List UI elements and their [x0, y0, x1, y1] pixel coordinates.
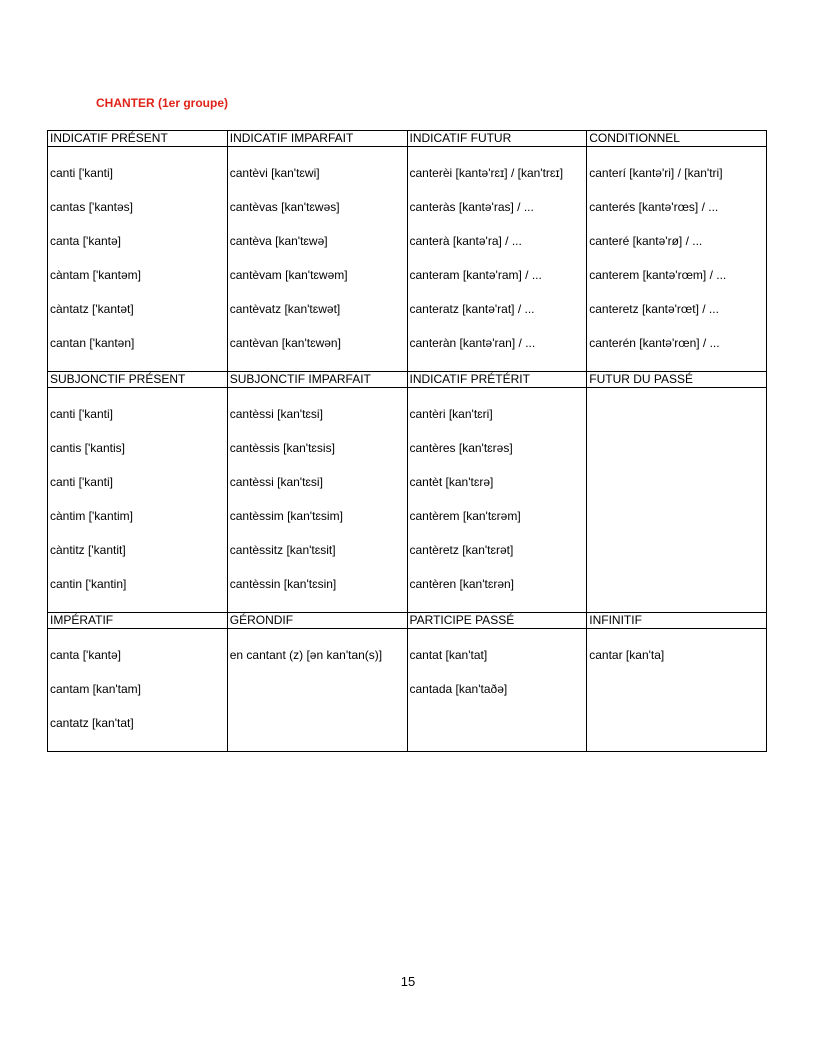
- conjugation-cell: [227, 388, 407, 613]
- tense-header: SUBJONCTIF PRÉSENT: [48, 372, 228, 388]
- tense-header: PARTICIPE PASSÉ: [407, 613, 587, 629]
- conjugation-form: canti ['kanti]: [50, 475, 113, 489]
- conjugation-cell: [227, 629, 407, 752]
- conjugation-cell: [48, 629, 228, 752]
- conjugation-form: canterí [kantə'ri] / [kan'tri]: [589, 166, 723, 180]
- conjugation-cell: [587, 388, 767, 613]
- conjugation-form: en cantant (z) [ən kan'tan(s)]: [229, 648, 383, 662]
- conjugation-form: canterés [kantə'rœs] / ...: [589, 200, 719, 214]
- conjugation-form: cantis ['kantis]: [50, 441, 125, 455]
- tense-header: INDICATIF FUTUR: [407, 131, 587, 147]
- conjugation-form: canta ['kantə]: [50, 234, 122, 248]
- tense-header: SUBJONCTIF IMPARFAIT: [227, 372, 407, 388]
- tense-header: INDICATIF PRÉTÉRIT: [407, 372, 587, 388]
- conjugation-form: cantèssitz [kan'tɛsit]: [229, 543, 336, 557]
- tense-header: GÉRONDIF: [227, 613, 407, 629]
- conjugation-cell: [587, 147, 767, 372]
- conjugation-form: cantèvan [kan'tɛwən]: [229, 336, 341, 350]
- conjugation-form: cantèva [kan'tɛwə]: [229, 234, 328, 248]
- conjugation-form: canteretz [kantə'rœt] / ...: [589, 302, 719, 316]
- conjugation-form: cantèssi [kan'tɛsi]: [229, 407, 323, 421]
- conjugation-form: cantam [kan'tam]: [50, 682, 141, 696]
- conjugation-form: canteré [kantə'rø] / ...: [589, 234, 703, 248]
- conjugation-form: càntam ['kantəm]: [50, 268, 141, 282]
- conjugation-form: cantèssis [kan'tɛsis]: [229, 441, 335, 455]
- conjugation-form: cantèvi [kan'tɛwi]: [229, 166, 320, 180]
- conjugation-form: cantèvas [kan'tɛwəs]: [229, 200, 340, 214]
- tense-header: INDICATIF IMPARFAIT: [227, 131, 407, 147]
- section-header-row: [48, 131, 767, 147]
- tense-header: FUTUR DU PASSÉ: [587, 372, 767, 388]
- conjugation-cell: [227, 147, 407, 372]
- conjugation-form: càntim ['kantim]: [50, 509, 133, 523]
- conjugation-cell: [407, 629, 587, 752]
- conjugation-cell: [407, 388, 587, 613]
- conjugation-cell: [587, 629, 767, 752]
- conjugation-form: canterén [kantə'rœn] / ...: [589, 336, 720, 350]
- tense-header: INFINITIF: [587, 613, 767, 629]
- section-body-row: [48, 629, 767, 752]
- conjugation-form: canterem [kantə'rœm] / ...: [589, 268, 727, 282]
- conjugation-form: cantèssin [kan'tɛsin]: [229, 577, 337, 591]
- conjugation-form: canteràs [kantə'ras] / ...: [409, 200, 534, 214]
- conjugation-form: cantèren [kan'tɛrən]: [409, 577, 515, 591]
- conjugation-form: cantin ['kantin]: [50, 577, 127, 591]
- conjugation-form: canteratz [kantə'rat] / ...: [409, 302, 535, 316]
- conjugation-form: canti ['kanti]: [50, 166, 113, 180]
- conjugation-cell: [48, 147, 228, 372]
- conjugation-form: cantèretz [kan'tɛrət]: [409, 543, 514, 557]
- tense-header: CONDITIONNEL: [587, 131, 767, 147]
- conjugation-form: cantèssi [kan'tɛsi]: [229, 475, 323, 489]
- conjugation-form: cantèri [kan'tɛri]: [409, 407, 493, 421]
- conjugation-form: cantas ['kantəs]: [50, 200, 134, 214]
- conjugation-form: cantèssim [kan'tɛsim]: [229, 509, 343, 523]
- conjugation-form: canteram [kantə'ram] / ...: [409, 268, 542, 282]
- conjugation-cell: [407, 147, 587, 372]
- page-title: CHANTER (1er groupe): [96, 96, 229, 110]
- section-header-row: [48, 613, 767, 629]
- conjugation-form: cantèvam [kan'tɛwəm]: [229, 268, 348, 282]
- conjugation-form: càntatz ['kantət]: [50, 302, 134, 316]
- page-number: 15: [400, 974, 416, 989]
- conjugation-form: cantada [kan'taðə]: [409, 682, 508, 696]
- conjugation-cell: [48, 388, 228, 613]
- conjugation-form: cantèrem [kan'tɛrəm]: [409, 509, 521, 523]
- conjugation-form: cantèvatz [kan'tɛwət]: [229, 302, 341, 316]
- section-header-row: [48, 372, 767, 388]
- conjugation-table: [47, 130, 767, 752]
- conjugation-form: cantan ['kantən]: [50, 336, 135, 350]
- conjugation-form: càntitz ['kantit]: [50, 543, 126, 557]
- conjugation-form: canterèi [kantə'rɛɪ] / [kan'trɛɪ]: [409, 166, 564, 180]
- conjugation-form: cantatz [kan'tat]: [50, 716, 134, 730]
- conjugation-form: canterà [kantə'ra] / ...: [409, 234, 522, 248]
- section-body-row: [48, 147, 767, 372]
- conjugation-form: canti ['kanti]: [50, 407, 113, 421]
- conjugation-form: cantar [kan'ta]: [589, 648, 665, 662]
- conjugation-form: canteràn [kantə'ran] / ...: [409, 336, 536, 350]
- section-body-row: [48, 388, 767, 613]
- conjugation-form: canta ['kantə]: [50, 648, 122, 662]
- conjugation-form: cantèt [kan'tɛrə]: [409, 475, 494, 489]
- conjugation-form: cantat [kan'tat]: [409, 648, 488, 662]
- tense-header: INDICATIF PRÉSENT: [48, 131, 228, 147]
- conjugation-form: cantères [kan'tɛrəs]: [409, 441, 513, 455]
- tense-header: IMPÉRATIF: [48, 613, 228, 629]
